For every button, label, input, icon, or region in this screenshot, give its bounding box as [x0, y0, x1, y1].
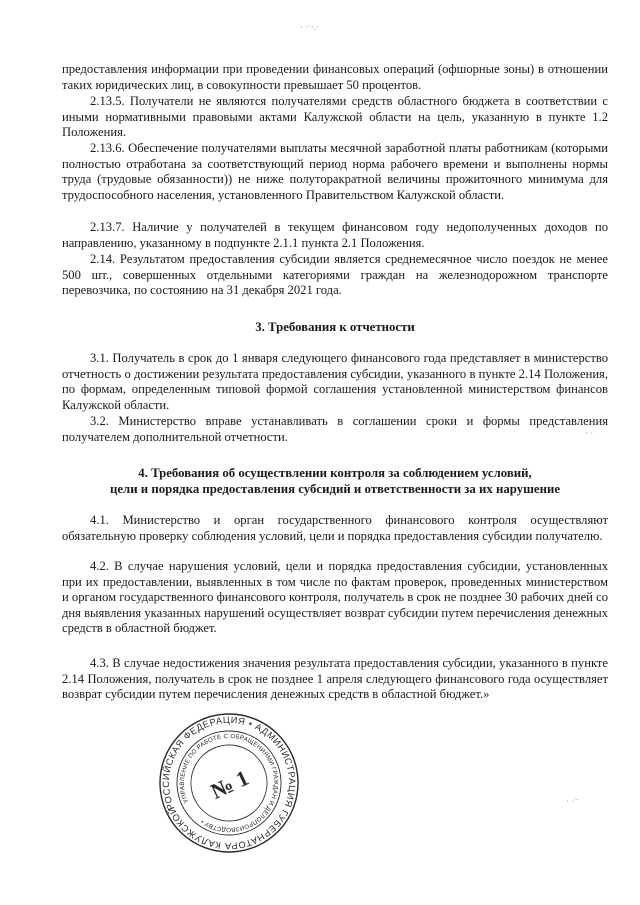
paragraph-2-14: 2.14. Результатом предоставления субсидии является среднемесячное число поездок не менее 500 шт., совершенных отдельными категориями граждан на железнодорожном транспорте перевозчика, по состоянию на 31 декабря 2021 года. [62, 252, 608, 298]
paragraph-4-1: 4.1. Министерство и орган государственного финансового контроля осуществляют обязательную проверку соблюдения условий, цели и порядка предоставления субсидии получателю. [62, 513, 608, 543]
paragraph-4-2: 4.2. В случае нарушения условий, цели и порядка предоставления субсидии, установленных при их предоставлении, выявленных в том числе по фактам проверок, проведенных министерством и органом государственного финансового контроля, получатель в срок не позднее 30 рабочих дней со дня выявления указанных нарушений осуществляет возврат субсидии путем перечисления денежных средств в областной бюджет. [62, 559, 608, 636]
seal-outer-text: РОССИЙСКАЯ ФЕДЕРАЦИЯ • АДМИНИСТРАЦИЯ ГУБЕРНАТОРА КАЛУЖСКОЙ [160, 714, 298, 852]
official-seal [158, 712, 300, 854]
paragraph-fragment: предоставления информации при проведении финансовых операций (офшорные зоны) в отношении таких юридических лиц, в совокупности превышает 50 процентов. [62, 62, 608, 92]
scan-artifact: · · [585, 428, 594, 438]
seal-inner-text: УПРАВЛЕНИЕ ПО РАБОТЕ С ОБРАЩЕНИЯМИ ГРАЖДАН И ДЕЛОПРОИЗВОДСТВУ • [178, 732, 280, 834]
paragraph-2-13-7: 2.13.7. Наличие у получателей в текущем финансовом году недополученных доходов по направлению, указанному в подпункте 2.1.1 пункта 2.1 Положения. [62, 220, 608, 250]
section-3-title: 3. Требования к отчетности [255, 320, 415, 334]
section-4-title-line2: цели и порядка предоставления субсидий и ответственности за их нарушение [109, 482, 560, 496]
scan-artifact: · ·⁻ [566, 796, 579, 806]
section-4-title-line1: 4. Требования об осуществлении контроля за соблюдением условий, [138, 466, 532, 480]
paragraph-2-13-5: 2.13.5. Получатели не являются получателями средств областного бюджета в соответствии с иными нормативными правовыми актами Калужской области на цель, указанную в пункте 1.2 Положения. [62, 94, 608, 140]
scan-artifact: · ·ˑ·.· [300, 22, 319, 32]
paragraph-3-2: 3.2. Министерство вправе устанавливать в соглашении сроки и формы представления получателем дополнительной отчетности. [62, 414, 608, 444]
paragraph-4-3: 4.3. В случае недостижения значения результата предоставления субсидии, указанного в пункте 2.14 Положения, получатель в срок не позднее 1 апреля следующего финансового года осуществляет возврат субсидии путем перечисления денежных средств в областной бюджет.» [62, 656, 608, 702]
seal-number: № 1 [206, 764, 253, 804]
paragraph-3-1: 3.1. Получатель в срок до 1 января следующего финансового года представляет в министерство отчетность о достижении результата предоставления субсидии, указанного в пункте 2.14 Положения, по формам, определенным типовой формой соглашения установленной министерством финансов Калужской области. [62, 351, 608, 412]
paragraph-2-13-6: 2.13.6. Обеспечение получателями выплаты месячной заработной платы работникам (которыми полностью отработана за соответствующий период норма рабочего времени и выполнены нормы труда (трудовые обязанности)) не ниже полуторакратной величины прожиточного минимума для трудоспособного населения, установленного Правительством Калужской области. [62, 141, 608, 202]
